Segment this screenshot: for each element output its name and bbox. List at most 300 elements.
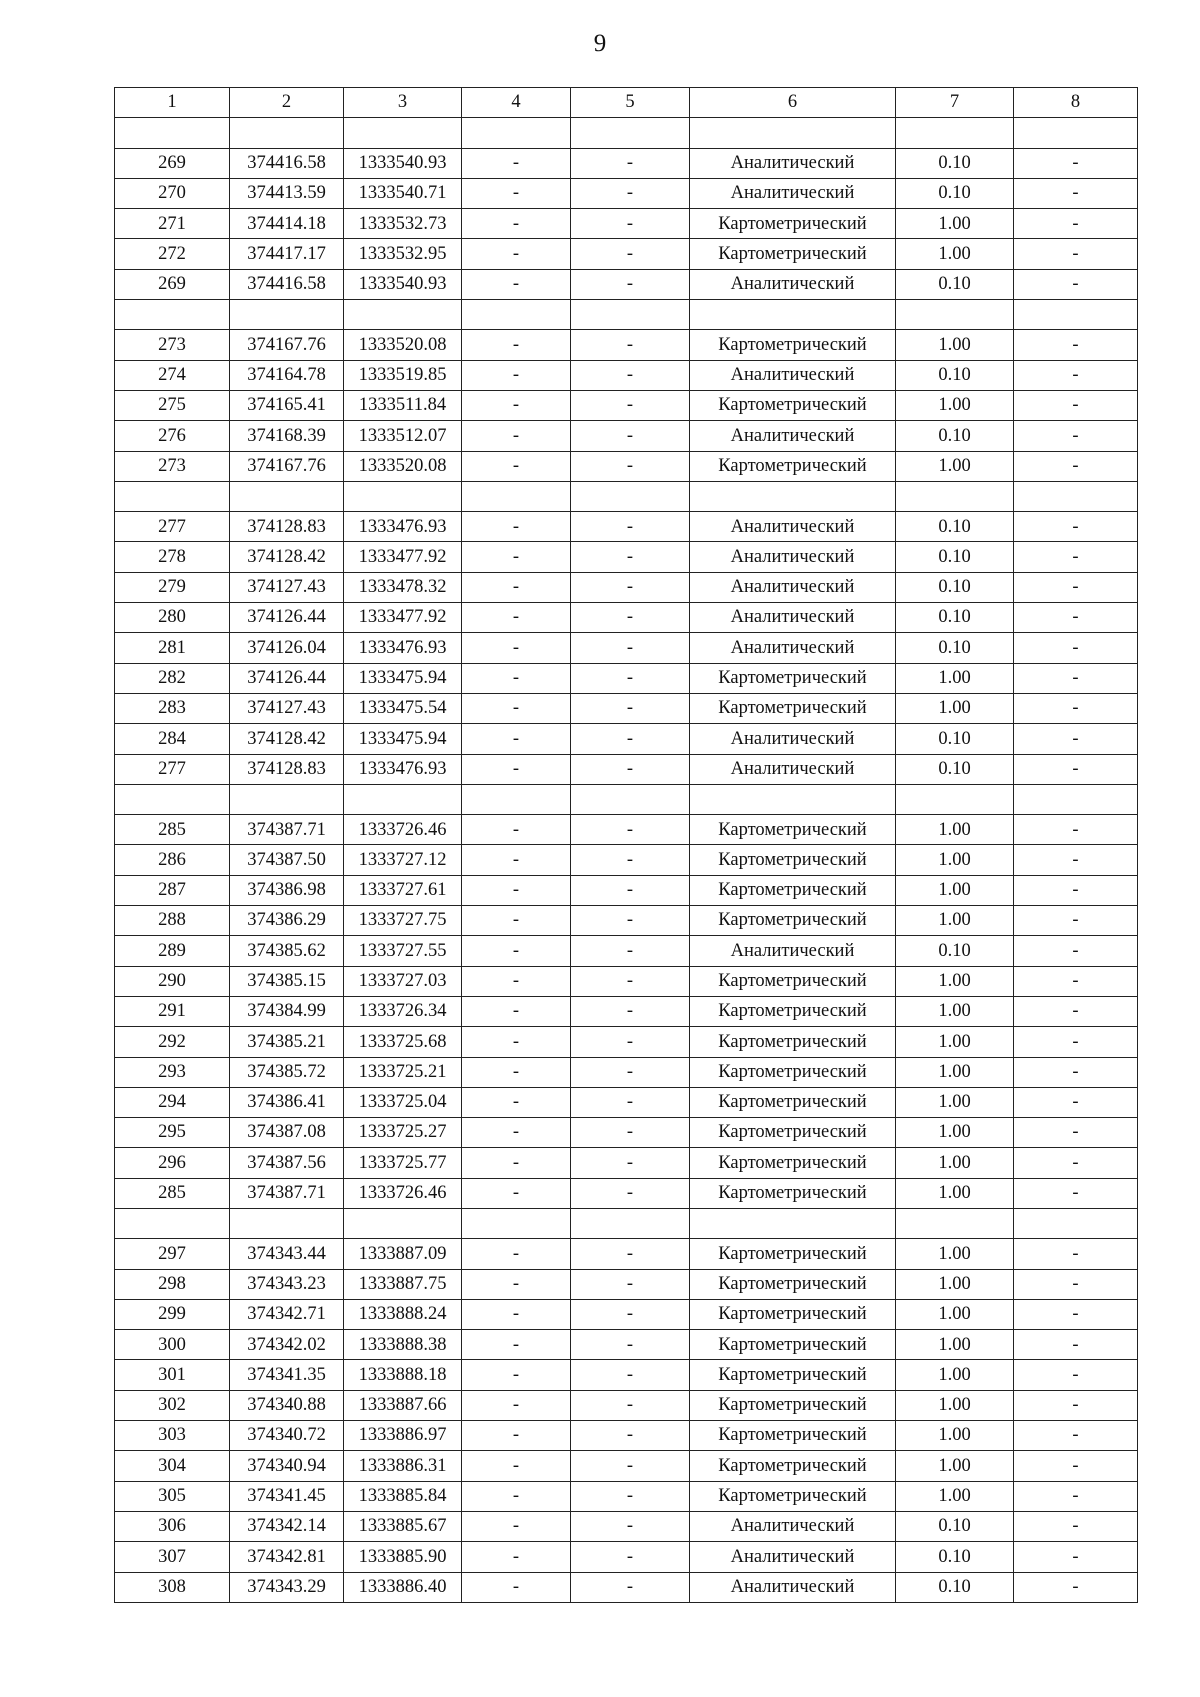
table-cell: 1333887.75 <box>344 1269 462 1299</box>
table-cell: 374414.18 <box>230 209 344 239</box>
table-cell <box>462 784 571 814</box>
table-cell: - <box>571 572 690 602</box>
table-cell: 1333475.94 <box>344 663 462 693</box>
table-cell: - <box>462 572 571 602</box>
table-cell: - <box>462 1542 571 1572</box>
table-cell: Картометрический <box>690 1330 896 1360</box>
table-cell: 301 <box>115 1360 230 1390</box>
table-cell <box>571 1208 690 1238</box>
table-cell: 374165.41 <box>230 390 344 420</box>
table-cell: - <box>571 451 690 481</box>
table-cell: - <box>571 1057 690 1087</box>
table-cell: 308 <box>115 1572 230 1602</box>
table-row <box>115 1572 1138 1602</box>
table-cell: Картометрический <box>690 966 896 996</box>
table-cell: 1333886.40 <box>344 1572 462 1602</box>
table-cell: - <box>571 1360 690 1390</box>
table-cell: - <box>571 148 690 178</box>
table-cell: 292 <box>115 1027 230 1057</box>
table-cell: Аналитический <box>690 1511 896 1541</box>
table-cell: 1.00 <box>896 1239 1014 1269</box>
table-cell: 1.00 <box>896 1269 1014 1299</box>
table-cell: - <box>462 966 571 996</box>
table-cell <box>115 1208 230 1238</box>
table-cell: - <box>1014 512 1138 542</box>
table-cell: - <box>1014 1572 1138 1602</box>
table-cell: 1.00 <box>896 390 1014 420</box>
table-cell: 1333888.18 <box>344 1360 462 1390</box>
table-cell: 1333520.08 <box>344 451 462 481</box>
table-cell: - <box>462 1330 571 1360</box>
table-row <box>115 421 1138 451</box>
table-cell: Картометрический <box>690 1481 896 1511</box>
table-cell: - <box>1014 390 1138 420</box>
table-cell <box>344 481 462 511</box>
table-row <box>115 1269 1138 1299</box>
table-cell: 1333726.34 <box>344 996 462 1026</box>
table-cell: - <box>462 1451 571 1481</box>
table-cell: 1.00 <box>896 1390 1014 1420</box>
table-cell: 374386.41 <box>230 1087 344 1117</box>
table-cell: 1.00 <box>896 1148 1014 1178</box>
table-body <box>115 118 1138 1603</box>
table-cell <box>230 481 344 511</box>
table-cell: - <box>462 1087 571 1117</box>
table-cell: 374386.29 <box>230 906 344 936</box>
table-row <box>115 1027 1138 1057</box>
table-cell: - <box>571 936 690 966</box>
table-cell: - <box>571 815 690 845</box>
table-cell: 374167.76 <box>230 330 344 360</box>
table-cell: Картометрический <box>690 1421 896 1451</box>
table-cell: Картометрический <box>690 845 896 875</box>
table-cell: Аналитический <box>690 754 896 784</box>
table-cell: 374342.71 <box>230 1299 344 1329</box>
table-cell: 374340.94 <box>230 1451 344 1481</box>
table-cell: - <box>571 209 690 239</box>
table-cell: - <box>571 845 690 875</box>
table-cell: Аналитический <box>690 724 896 754</box>
table-cell <box>230 300 344 330</box>
table-cell: 374387.08 <box>230 1118 344 1148</box>
table-cell: - <box>462 1421 571 1451</box>
table-cell: 1333727.61 <box>344 875 462 905</box>
table-cell: Аналитический <box>690 572 896 602</box>
table-cell: - <box>1014 1299 1138 1329</box>
table-cell: 1.00 <box>896 1299 1014 1329</box>
table-cell: - <box>1014 1481 1138 1511</box>
table-cell: - <box>462 209 571 239</box>
table-cell: - <box>1014 754 1138 784</box>
table-cell: - <box>1014 330 1138 360</box>
column-header: 6 <box>690 88 896 118</box>
table-cell: 374387.56 <box>230 1148 344 1178</box>
table-cell: - <box>1014 906 1138 936</box>
table-cell: 374387.71 <box>230 815 344 845</box>
table-cell: - <box>462 451 571 481</box>
table-cell: 0.10 <box>896 1542 1014 1572</box>
table-cell: Аналитический <box>690 603 896 633</box>
table-cell: 284 <box>115 724 230 754</box>
table-cell: 374342.81 <box>230 1542 344 1572</box>
table-cell <box>1014 118 1138 148</box>
table-cell: 1.00 <box>896 1118 1014 1148</box>
table-cell: - <box>571 906 690 936</box>
table-cell: 1333887.09 <box>344 1239 462 1269</box>
table-cell: 374164.78 <box>230 360 344 390</box>
table-row <box>115 633 1138 663</box>
table-cell: - <box>462 330 571 360</box>
table-cell: Картометрический <box>690 1360 896 1390</box>
table-cell: Картометрический <box>690 209 896 239</box>
table-cell: Картометрический <box>690 451 896 481</box>
table-cell: 1333477.92 <box>344 603 462 633</box>
table-cell <box>115 481 230 511</box>
table-cell <box>571 118 690 148</box>
table-cell: 295 <box>115 1118 230 1148</box>
table-cell: 1333532.73 <box>344 209 462 239</box>
table-cell: 270 <box>115 178 230 208</box>
table-cell: 1.00 <box>896 1481 1014 1511</box>
table-cell: 306 <box>115 1511 230 1541</box>
table-cell: - <box>1014 1178 1138 1208</box>
table-cell <box>344 300 462 330</box>
table-cell: 0.10 <box>896 1511 1014 1541</box>
table-cell: 374385.21 <box>230 1027 344 1057</box>
table-cell: 1.00 <box>896 330 1014 360</box>
table-cell: 276 <box>115 421 230 451</box>
table-cell: 279 <box>115 572 230 602</box>
table-cell: 307 <box>115 1542 230 1572</box>
table-cell: - <box>1014 1451 1138 1481</box>
table-cell: 294 <box>115 1087 230 1117</box>
table-cell: - <box>1014 148 1138 178</box>
table-cell: - <box>1014 239 1138 269</box>
table-cell: - <box>571 966 690 996</box>
table-cell: 374126.04 <box>230 633 344 663</box>
table-cell: 1333511.84 <box>344 390 462 420</box>
table-cell: 281 <box>115 633 230 663</box>
table-cell <box>571 300 690 330</box>
table-cell: 282 <box>115 663 230 693</box>
table-cell: 0.10 <box>896 421 1014 451</box>
table-cell: 0.10 <box>896 724 1014 754</box>
table-row <box>115 1360 1138 1390</box>
table-cell: - <box>571 1087 690 1117</box>
table-row <box>115 1421 1138 1451</box>
table-cell: - <box>571 1118 690 1148</box>
table-cell: - <box>462 906 571 936</box>
column-header: 5 <box>571 88 690 118</box>
table-cell: Картометрический <box>690 693 896 723</box>
table-cell <box>344 784 462 814</box>
table-cell: 1333888.38 <box>344 1330 462 1360</box>
table-cell: Аналитический <box>690 421 896 451</box>
table-cell: Картометрический <box>690 1269 896 1299</box>
table-cell: 0.10 <box>896 603 1014 633</box>
table-cell: 1333540.71 <box>344 178 462 208</box>
table-cell <box>896 784 1014 814</box>
table-cell: Аналитический <box>690 633 896 663</box>
column-header: 8 <box>1014 88 1138 118</box>
table-cell: - <box>571 239 690 269</box>
table-cell: 1333727.55 <box>344 936 462 966</box>
table-cell: 374417.17 <box>230 239 344 269</box>
table-cell: 1333725.77 <box>344 1148 462 1178</box>
table-row <box>115 996 1138 1026</box>
table-cell: 285 <box>115 1178 230 1208</box>
table-cell: 291 <box>115 996 230 1026</box>
table-cell: 374168.39 <box>230 421 344 451</box>
table-cell: 1.00 <box>896 1421 1014 1451</box>
table-cell <box>1014 1208 1138 1238</box>
table-cell: 1333885.90 <box>344 1542 462 1572</box>
table-cell: - <box>571 663 690 693</box>
table-cell: 374385.15 <box>230 966 344 996</box>
table-cell: - <box>571 1027 690 1057</box>
table-cell: - <box>462 815 571 845</box>
table-cell: 1333727.03 <box>344 966 462 996</box>
table-row <box>115 148 1138 178</box>
table-cell: 1333478.32 <box>344 572 462 602</box>
table-cell <box>115 300 230 330</box>
table-cell: 273 <box>115 330 230 360</box>
table-cell: - <box>1014 1148 1138 1178</box>
table-cell: - <box>462 996 571 1026</box>
table-cell: 290 <box>115 966 230 996</box>
table-row <box>115 815 1138 845</box>
table-cell: 1333532.95 <box>344 239 462 269</box>
table-cell <box>230 1208 344 1238</box>
table-cell: - <box>462 1239 571 1269</box>
table-cell: 0.10 <box>896 572 1014 602</box>
table-cell: 374413.59 <box>230 178 344 208</box>
table-cell: Картометрический <box>690 663 896 693</box>
table-cell: - <box>1014 633 1138 663</box>
column-header: 7 <box>896 88 1014 118</box>
table-cell: - <box>462 1511 571 1541</box>
table-cell: 1333540.93 <box>344 269 462 299</box>
table-cell: 278 <box>115 542 230 572</box>
table-cell: 374341.35 <box>230 1360 344 1390</box>
table-cell: 374340.72 <box>230 1421 344 1451</box>
table-row <box>115 269 1138 299</box>
table-cell: 275 <box>115 390 230 420</box>
table-cell: 296 <box>115 1148 230 1178</box>
table-cell: 300 <box>115 1330 230 1360</box>
table-cell: 1.00 <box>896 1360 1014 1390</box>
table-cell: 374385.72 <box>230 1057 344 1087</box>
table-cell <box>1014 300 1138 330</box>
table-cell: 277 <box>115 754 230 784</box>
table-cell: - <box>1014 1118 1138 1148</box>
table-row <box>115 1299 1138 1329</box>
table-cell: 0.10 <box>896 360 1014 390</box>
table-cell: - <box>571 269 690 299</box>
table-cell <box>690 300 896 330</box>
table-cell: 1333725.27 <box>344 1118 462 1148</box>
table-cell: - <box>1014 451 1138 481</box>
table-cell: 269 <box>115 148 230 178</box>
table-cell: - <box>462 421 571 451</box>
table-cell: 374387.71 <box>230 1178 344 1208</box>
table-cell: Аналитический <box>690 936 896 966</box>
table-row <box>115 1390 1138 1420</box>
table-cell: - <box>1014 209 1138 239</box>
table-cell: 1.00 <box>896 996 1014 1026</box>
table-cell: 283 <box>115 693 230 723</box>
table-cell: 1333725.68 <box>344 1027 462 1057</box>
table-cell: 374386.98 <box>230 875 344 905</box>
table-cell <box>690 118 896 148</box>
table-cell <box>462 300 571 330</box>
table-cell: 293 <box>115 1057 230 1087</box>
table-cell: - <box>462 1572 571 1602</box>
table-cell: - <box>571 1330 690 1360</box>
table-cell: - <box>571 1421 690 1451</box>
table-cell: Аналитический <box>690 1542 896 1572</box>
table-cell: 1.00 <box>896 239 1014 269</box>
table-cell: - <box>1014 1239 1138 1269</box>
table-cell: 374342.14 <box>230 1511 344 1541</box>
separator-row <box>115 784 1138 814</box>
table-cell: 374340.88 <box>230 1390 344 1420</box>
table-cell <box>571 784 690 814</box>
table-cell: 1333477.92 <box>344 542 462 572</box>
coordinates-table <box>114 87 1138 1603</box>
table-cell: - <box>462 693 571 723</box>
table-cell: 374126.44 <box>230 663 344 693</box>
table-cell: 1.00 <box>896 966 1014 996</box>
table-cell: 1.00 <box>896 875 1014 905</box>
table-cell: Картометрический <box>690 1390 896 1420</box>
table-cell: Картометрический <box>690 1451 896 1481</box>
table-cell: - <box>1014 845 1138 875</box>
table-cell: - <box>571 1481 690 1511</box>
table-cell: Аналитический <box>690 1572 896 1602</box>
table-cell: - <box>1014 360 1138 390</box>
table-cell: - <box>462 875 571 905</box>
table-row <box>115 390 1138 420</box>
table-cell: 1333476.93 <box>344 633 462 663</box>
table-row <box>115 360 1138 390</box>
table-cell: 1.00 <box>896 1027 1014 1057</box>
table-cell: 287 <box>115 875 230 905</box>
table-cell: - <box>1014 572 1138 602</box>
table-cell: 374416.58 <box>230 148 344 178</box>
page-number: 9 <box>593 30 607 57</box>
table-row <box>115 754 1138 784</box>
table-cell: - <box>1014 815 1138 845</box>
table-cell: - <box>462 663 571 693</box>
table-cell: - <box>1014 1360 1138 1390</box>
table-cell: - <box>462 936 571 966</box>
table-cell: - <box>462 178 571 208</box>
table-cell: 1333727.75 <box>344 906 462 936</box>
table-cell: - <box>462 1118 571 1148</box>
table-cell: 374128.42 <box>230 724 344 754</box>
table-cell: 1333476.93 <box>344 754 462 784</box>
table-cell: 288 <box>115 906 230 936</box>
table-cell: Картометрический <box>690 1148 896 1178</box>
table-cell: - <box>1014 936 1138 966</box>
table-cell <box>344 1208 462 1238</box>
table-cell: 374385.62 <box>230 936 344 966</box>
table-cell: Картометрический <box>690 815 896 845</box>
table-cell: 289 <box>115 936 230 966</box>
table-row <box>115 693 1138 723</box>
table-row <box>115 451 1138 481</box>
table-row <box>115 1178 1138 1208</box>
table-cell: 374384.99 <box>230 996 344 1026</box>
table-cell: - <box>571 724 690 754</box>
table-cell: - <box>462 390 571 420</box>
table-cell: - <box>571 360 690 390</box>
table-cell: 297 <box>115 1239 230 1269</box>
table-row <box>115 542 1138 572</box>
table-cell: 1333886.31 <box>344 1451 462 1481</box>
table-cell <box>690 1208 896 1238</box>
table-cell: - <box>1014 966 1138 996</box>
table-cell: - <box>1014 603 1138 633</box>
table-cell: Картометрический <box>690 906 896 936</box>
table-cell: - <box>571 1178 690 1208</box>
table-cell: - <box>1014 693 1138 723</box>
table-row <box>115 239 1138 269</box>
table-cell: 280 <box>115 603 230 633</box>
table-cell: - <box>1014 421 1138 451</box>
table-header-row <box>115 88 1138 118</box>
table-row <box>115 209 1138 239</box>
table-cell: 303 <box>115 1421 230 1451</box>
table-cell: 0.10 <box>896 512 1014 542</box>
table-cell: Аналитический <box>690 512 896 542</box>
table-cell: 1333475.94 <box>344 724 462 754</box>
table-cell: - <box>1014 178 1138 208</box>
table-row <box>115 603 1138 633</box>
table-cell <box>896 1208 1014 1238</box>
separator-row <box>115 1208 1138 1238</box>
table-cell: - <box>462 512 571 542</box>
table-cell: - <box>1014 724 1138 754</box>
table-cell: - <box>1014 1421 1138 1451</box>
table-cell: Картометрический <box>690 330 896 360</box>
table-cell: - <box>462 1269 571 1299</box>
table-cell: 0.10 <box>896 1572 1014 1602</box>
separator-row <box>115 300 1138 330</box>
table-cell: 374387.50 <box>230 845 344 875</box>
table-cell: 0.10 <box>896 148 1014 178</box>
table-cell: 374342.02 <box>230 1330 344 1360</box>
table-cell: Картометрический <box>690 1118 896 1148</box>
table-cell: 277 <box>115 512 230 542</box>
table-cell: - <box>571 1451 690 1481</box>
table-cell: - <box>571 1390 690 1420</box>
table-cell <box>1014 481 1138 511</box>
table-cell: Аналитический <box>690 269 896 299</box>
table-cell: - <box>571 390 690 420</box>
table-cell: 273 <box>115 451 230 481</box>
table-cell: Картометрический <box>690 1178 896 1208</box>
table-cell: 1333540.93 <box>344 148 462 178</box>
table-cell: 0.10 <box>896 542 1014 572</box>
table-cell: - <box>462 1148 571 1178</box>
table-cell: - <box>1014 1542 1138 1572</box>
table-cell: 304 <box>115 1451 230 1481</box>
table-cell: - <box>1014 1087 1138 1117</box>
table-cell: - <box>571 1148 690 1178</box>
table-row <box>115 178 1138 208</box>
